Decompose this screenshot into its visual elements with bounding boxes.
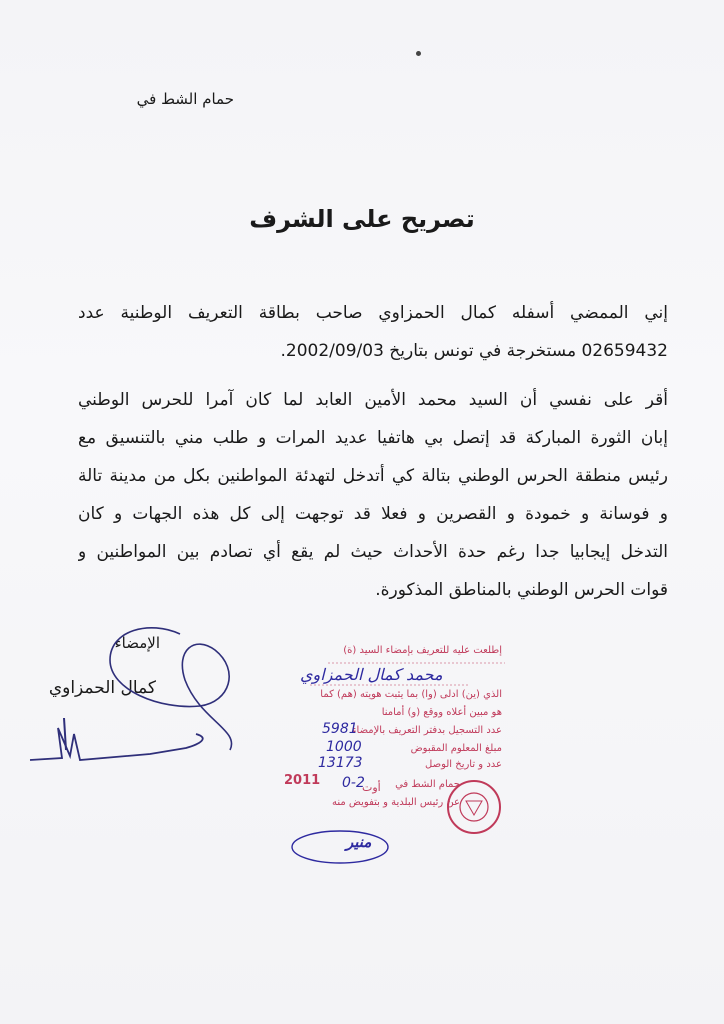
paragraph-line: 02659432 مستخرجة في تونس بتاريخ 2002/09/03. xyxy=(280,341,668,361)
stamp-amount: 1000 xyxy=(326,739,362,755)
paragraph-line: قوات الحرس الوطني بالمناطق المذكورة. xyxy=(375,580,668,600)
paragraph-declaration xyxy=(78,381,668,609)
stamp-text: عدد التسجيل بدفتر التعريف بالإمضاء xyxy=(351,725,502,736)
stamp-text: إطلعت عليه للتعريف بإمضاء السيد (ة) xyxy=(343,645,502,656)
stamp-text: عدد و تاريخ الوصل xyxy=(425,759,502,770)
stamp-registration-number: 5981 xyxy=(322,721,358,737)
ink-dot xyxy=(416,51,421,56)
paragraph-identity xyxy=(78,294,668,370)
place-line: حمام الشط في xyxy=(136,90,234,108)
paragraph-line: إبان الثورة المباركة قد إتصل بي هاتفيا عديد المرات و طلب مني بالتنسيق مع xyxy=(78,428,668,448)
paragraph-line: و فوسانة و خمودة و القصرين و فعلا قد توجهت إلى كل هذه الجهات و كان xyxy=(78,504,668,524)
signature-label: الإمضاء xyxy=(114,634,160,652)
stamp-text: عن رئيس البلدية و بتفويض منه xyxy=(331,797,460,808)
paragraph-line: رئيس منطقة الحرس الوطني بتالة كي أتدخل لتهدئة المواطنين بكل من مدينة تالة xyxy=(78,466,668,486)
legalization-stamp xyxy=(270,635,510,875)
stamp-handwritten-name: محمد كمال الحمزاوي xyxy=(300,665,443,684)
signer-name: كمال الحمزاوي xyxy=(48,678,156,698)
stamp-text: حمام الشط في xyxy=(395,779,460,790)
stamp-text: هو مبين أعلاه ووقع (و) أمامنا xyxy=(381,707,502,718)
stamp-month: أوت xyxy=(362,781,381,794)
stamp-official-name: منير xyxy=(346,833,372,851)
stamp-text: مبلغ المعلوم المقبوض xyxy=(410,743,502,754)
paragraph-line: إني الممضي أسفله كمال الحمزاوي صاحب بطاقة التعريف الوطنية عدد xyxy=(78,303,668,323)
stamp-receipt-number: 13173 xyxy=(318,755,363,771)
handwritten-signature xyxy=(0,610,260,810)
stamp-text: الذي (ين) ادلى (وا) بما يثبت هويته (هم) كما xyxy=(320,689,502,700)
stamp-year: 2011 xyxy=(284,773,321,788)
document-title: تصريح على الشرف xyxy=(249,205,475,233)
paragraph-line: التدخل إيجابيا جدا رغم حدة الأحداث حيث لم يقع أي تصادم بين المواطنين و xyxy=(78,542,668,562)
stamp-date-day: 0-2 xyxy=(342,775,365,791)
paragraph-line: أقر على نفسي أن السيد محمد الأمين العابد لما كان آمرا للحرس الوطني xyxy=(78,390,668,410)
